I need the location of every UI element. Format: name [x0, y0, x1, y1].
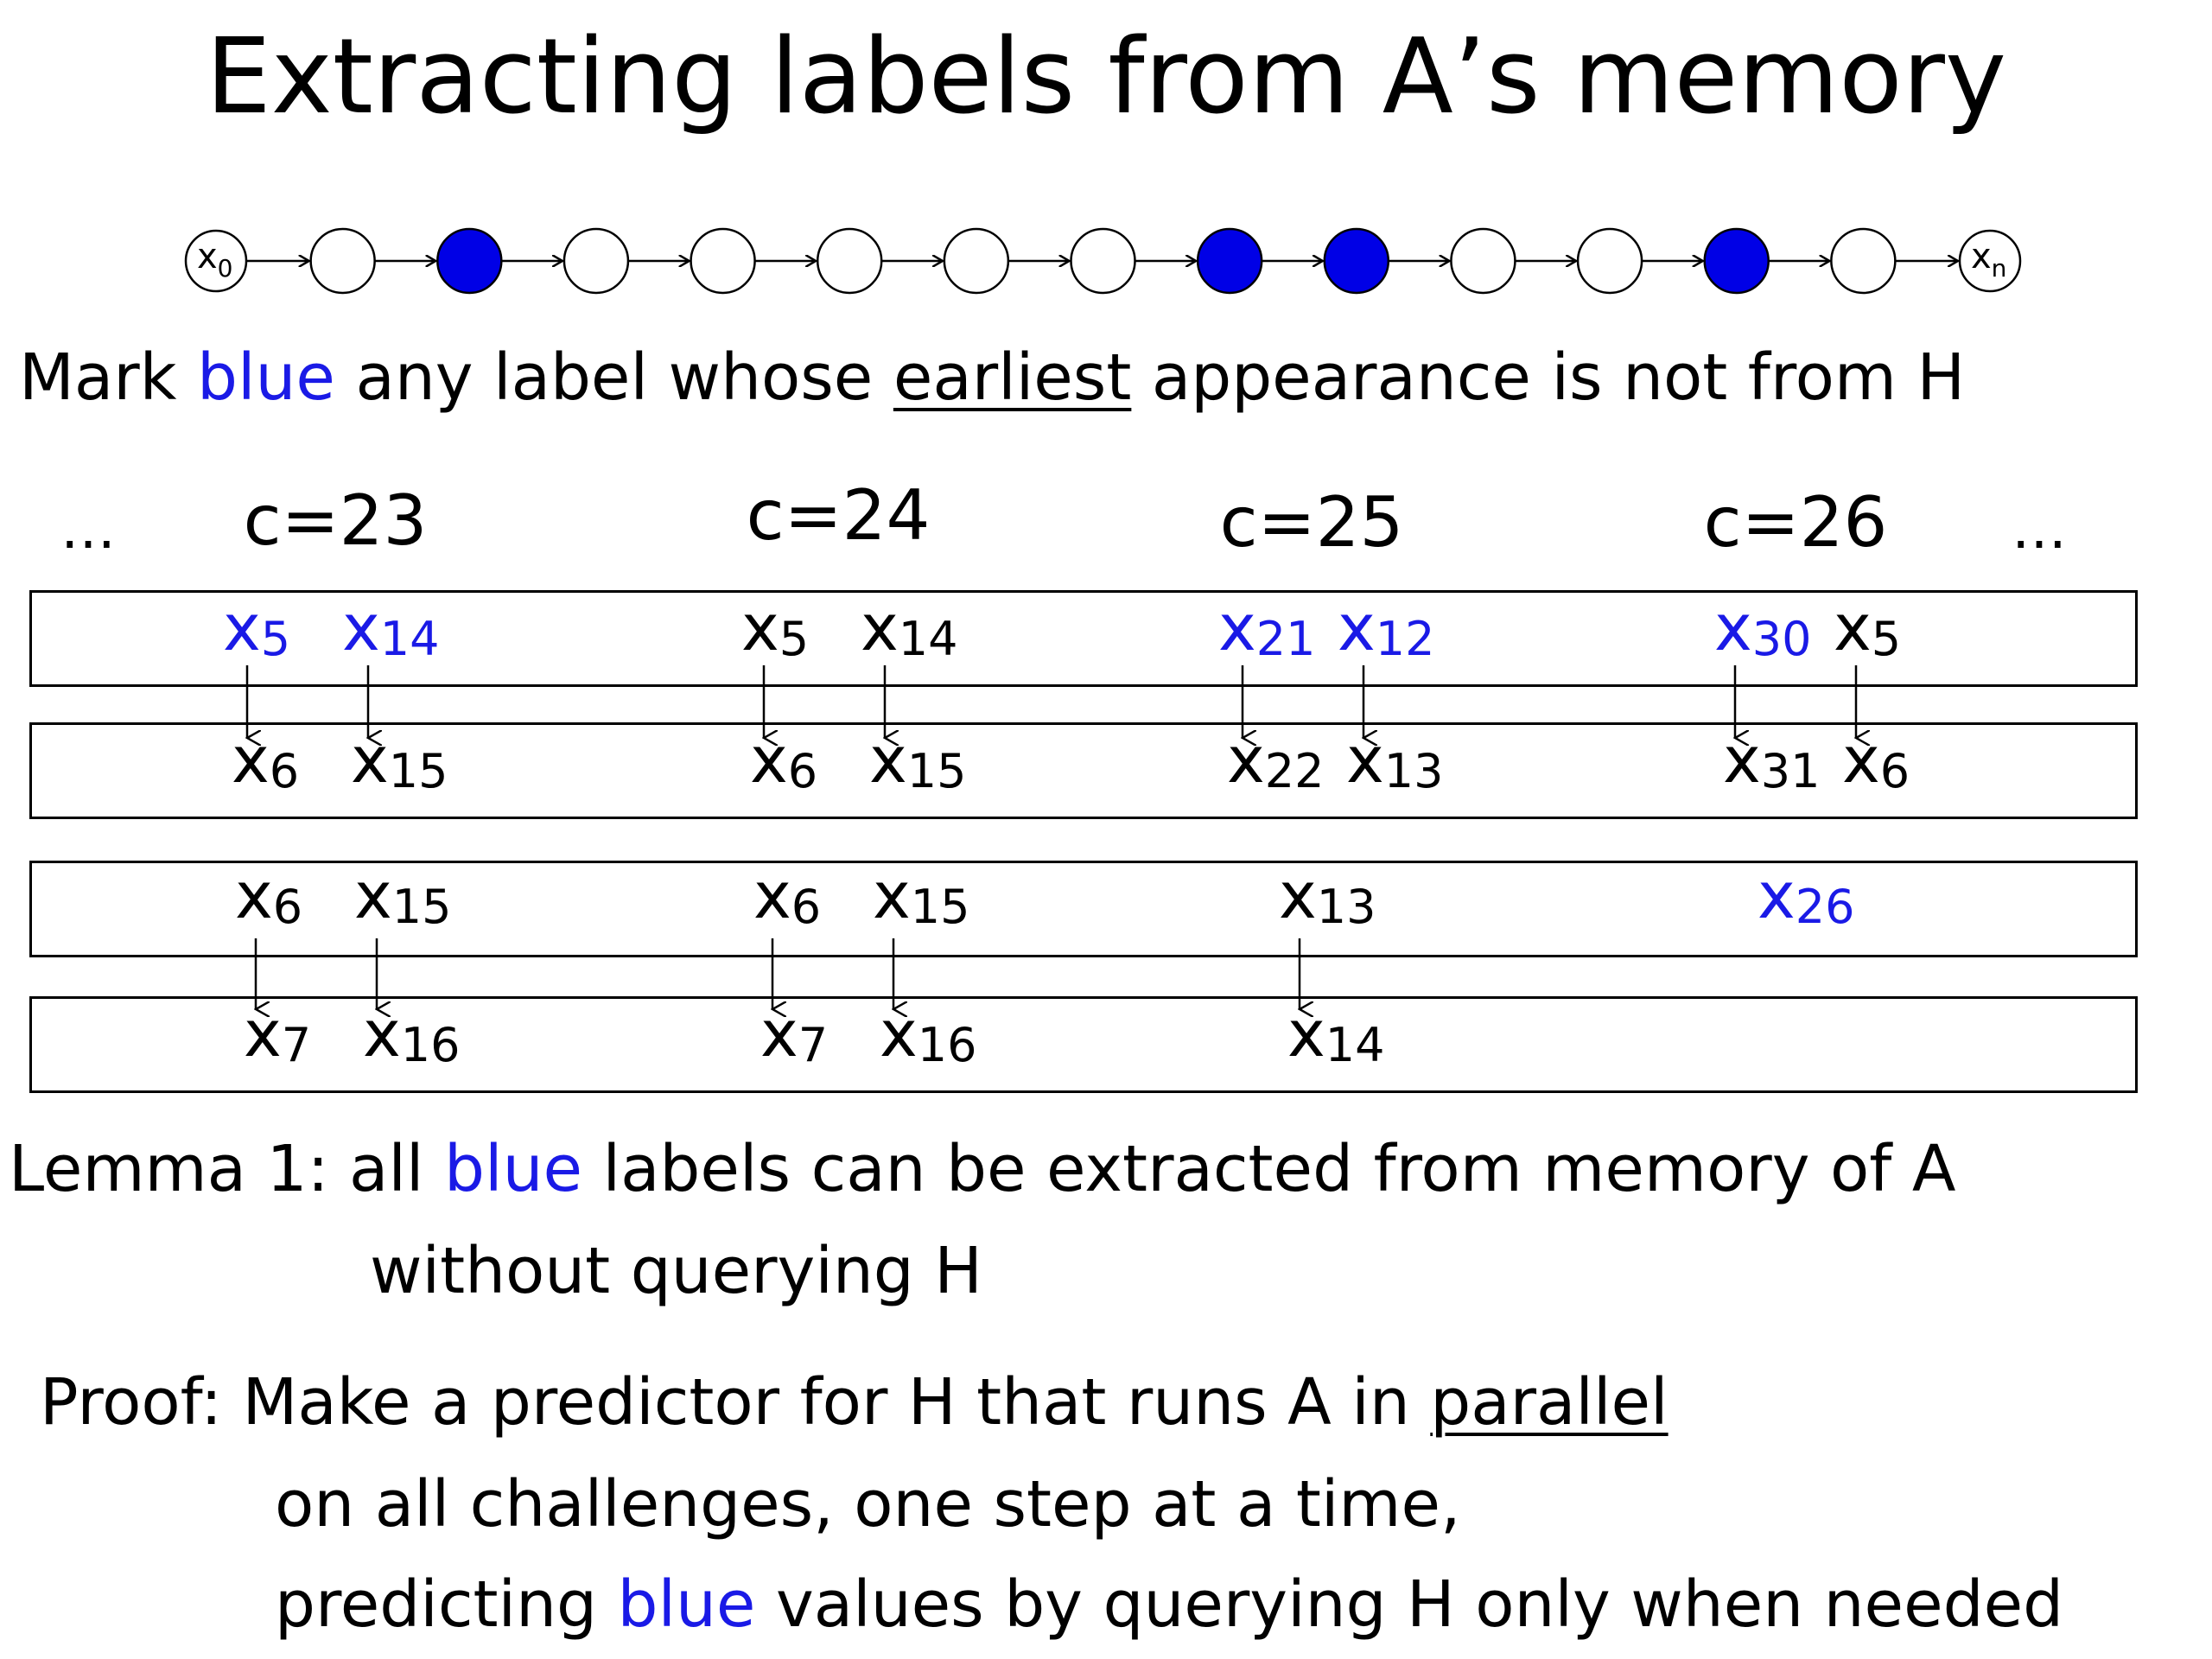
- memory-label: $x_{15}$: [873, 859, 970, 934]
- memory-label: $x_{15}$: [354, 859, 452, 934]
- proof-text-underlined: parallel: [1430, 1365, 1669, 1440]
- proof-text-3-pre: predicting: [275, 1567, 618, 1642]
- memory-label: $x_6$: [1842, 723, 1910, 798]
- memory-label: $x_5$: [1834, 591, 1902, 666]
- lemma-text-post: labels can be extracted from memory of A: [582, 1132, 1956, 1206]
- memory-label: $x_7$: [244, 997, 312, 1072]
- proof-label: Proof:: [40, 1365, 243, 1440]
- chain-node-white: [1451, 229, 1515, 293]
- challenge-label-3: c=25: [1219, 482, 1404, 563]
- lemma-line-1: [9, 1130, 1955, 1208]
- chain-end-node-label: $x_n$: [1971, 237, 2007, 283]
- memory-label: $x_{30}$: [1714, 591, 1812, 666]
- memory-label: $x_{14}$: [861, 591, 958, 666]
- memory-label: $x_5$: [741, 591, 810, 666]
- memory-row-2: [29, 722, 2138, 819]
- memory-label: $x_{16}$: [363, 997, 461, 1072]
- chain-node-blue: [1325, 229, 1389, 293]
- proof-text-3-post: values by querying H only when needed: [755, 1567, 2064, 1642]
- mark-text-mid: any label whose: [334, 340, 893, 415]
- mark-text-pre: Mark: [19, 340, 197, 415]
- challenge-label-1: c=23: [243, 480, 428, 561]
- chain-node-blue: [1705, 229, 1769, 293]
- ellipsis-left: …: [60, 498, 116, 562]
- memory-label: $x_{21}$: [1218, 591, 1316, 666]
- proof-line-2: on all challenges, one step at a time,: [275, 1467, 1461, 1541]
- proof-text-1: Make a predictor for H that runs A in: [242, 1365, 1431, 1440]
- hash-chain-diagram: [0, 0, 2212, 346]
- mark-text-blue: blue: [197, 340, 335, 415]
- memory-label: $x_6$: [753, 859, 822, 934]
- memory-label: $x_{12}$: [1338, 591, 1435, 666]
- lemma-text-pre: Lemma 1: all: [9, 1132, 445, 1206]
- lemma-line-2: without querying H: [370, 1234, 982, 1308]
- chain-node-white: [691, 229, 755, 293]
- chain-node-blue: [437, 229, 501, 293]
- chain-node-white: [1831, 229, 1895, 293]
- chain-node-white: [944, 229, 1008, 293]
- memory-label: $x_6$: [235, 859, 303, 934]
- memory-label: $x_6$: [232, 723, 300, 798]
- proof-line-1: [40, 1363, 1669, 1441]
- ellipsis-right: …: [2012, 498, 2067, 562]
- chain-node-white: [311, 229, 375, 293]
- page-title: Extracting labels from A’s memory: [205, 17, 2007, 137]
- chain-node-white: [1578, 229, 1642, 293]
- memory-label: $x_{14}$: [1287, 997, 1385, 1072]
- challenge-label-2: c=24: [746, 475, 931, 556]
- memory-row-4: [29, 996, 2138, 1093]
- memory-label: $x_{26}$: [1758, 859, 1855, 934]
- memory-label: $x_{15}$: [351, 723, 448, 798]
- memory-label: $x_{31}$: [1723, 723, 1821, 798]
- memory-label: $x_{13}$: [1279, 859, 1376, 934]
- memory-label: $x_7$: [760, 997, 829, 1072]
- memory-label: $x_{16}$: [880, 997, 977, 1072]
- memory-label: $x_6$: [750, 723, 818, 798]
- chain-node-white: [564, 229, 628, 293]
- chain-node-blue: [1198, 229, 1262, 293]
- chain-start-node-label: $x_0$: [197, 237, 233, 283]
- memory-label: $x_{13}$: [1346, 723, 1444, 798]
- memory-label: $x_{14}$: [342, 591, 440, 666]
- mark-text-underlined: earliest: [893, 340, 1132, 415]
- chain-node-white: [817, 229, 881, 293]
- memory-label: $x_{22}$: [1227, 723, 1325, 798]
- mark-blue-rule: [19, 339, 1965, 416]
- proof-text-3-blue: blue: [617, 1567, 756, 1642]
- memory-label: $x_{15}$: [869, 723, 967, 798]
- chain-node-white: [1071, 229, 1135, 293]
- proof-line-3: [275, 1566, 2063, 1643]
- mark-text-post: appearance is not from H: [1131, 340, 1966, 415]
- memory-label: $x_5$: [223, 591, 291, 666]
- lemma-text-blue: blue: [444, 1132, 582, 1206]
- challenge-label-4: c=26: [1703, 482, 1888, 563]
